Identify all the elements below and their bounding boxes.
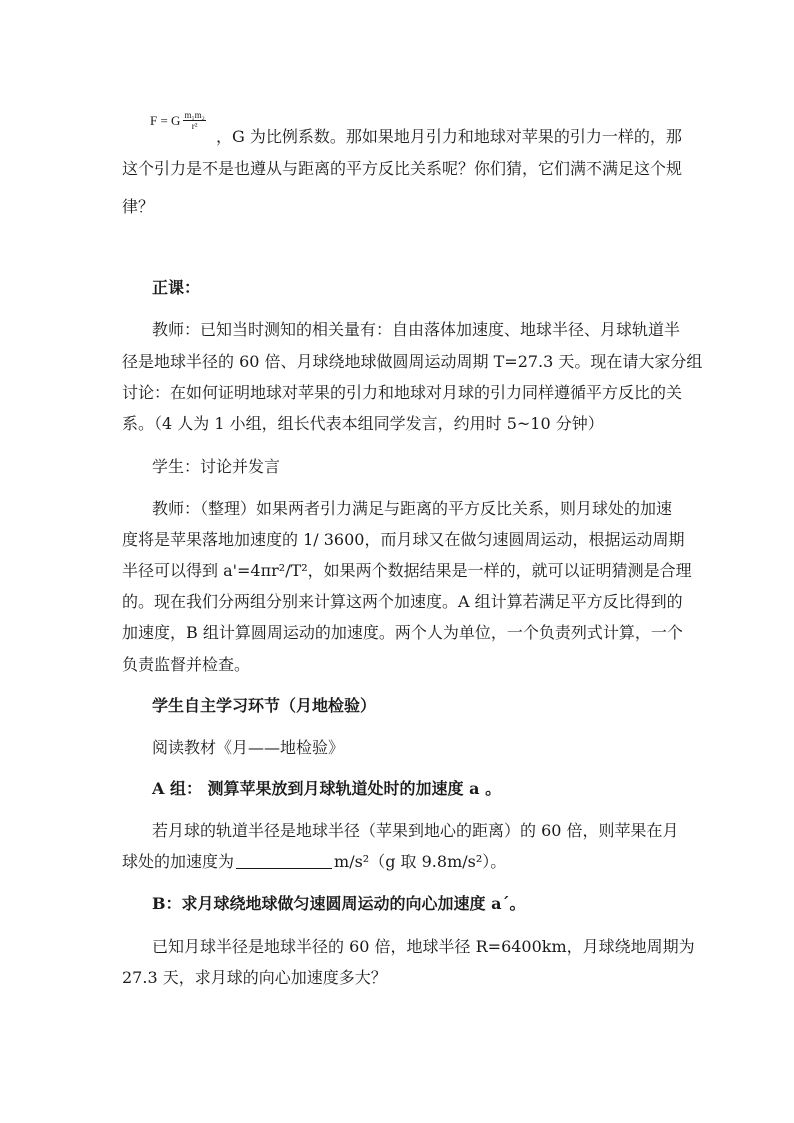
teacher2-line-5: 加速度，B 组计算圆周运动的加速度。两个人为单位，一个负责列式计算，一个 xyxy=(122,623,683,642)
group-b-line-2: 27.3 天，求月球的向心加速度多大？ xyxy=(122,968,387,987)
teacher2-line-4: 的。现在我们分两组分别来计算这两个加速度。A 组计算若满足平方反比得到的 xyxy=(122,592,683,611)
teacher1-line-2: 径是地球半径的 60 倍、月球绕地球做圆周运动周期 T=27.3 天。现在请大家分组 xyxy=(122,352,703,371)
formula-denominator: r² xyxy=(191,121,198,131)
gravitation-formula xyxy=(150,110,206,131)
formula-lhs: F = G xyxy=(150,112,181,128)
reading-instruction: 阅读教材《月——地检验》 xyxy=(152,738,345,757)
teacher2-line-6: 负责监督并检查。 xyxy=(122,655,251,674)
formula-fraction xyxy=(183,110,205,131)
group-a-line-2-post: m/s²（g 取 9.8m/s²）。 xyxy=(334,852,507,871)
teacher2-line-1: 教师：（整理）如果两者引力满足与距离的平方反比关系，则月球处的加速 xyxy=(152,499,673,518)
self-study-title: 学生自主学习环节（月地检验） xyxy=(152,696,377,715)
teacher2-line-3: 半径可以得到 a'=4πr²/T²，如果两个数据结果是一样的，就可以证明猜测是合理 xyxy=(122,561,692,580)
teacher1-line-4: 系。（4 人为 1 小组，组长代表本组同学发言，约用时 5~10 分钟） xyxy=(122,414,604,433)
group-b-title: B：求月球绕地球做匀速圆周运动的向心加速度 a´。 xyxy=(152,894,526,913)
group-a-line-2-pre: 球处的加速度为 xyxy=(122,852,235,871)
intro-line-2: 这个引力是不是也遵从与距离的平方反比关系呢？你们猜，它们满不满足这个规 xyxy=(122,159,683,178)
group-a-line-2 xyxy=(122,852,506,872)
intro-line-3: 律？ xyxy=(122,197,155,216)
teacher1-line-1: 教师：已知当时测知的相关量有：自由落体加速度、地球半径、月球轨道半 xyxy=(152,320,681,339)
intro-line-1: ，G 为比例系数。那如果地月引力和地球对苹果的引力一样的，那 xyxy=(216,127,682,146)
group-b-line-1: 已知月球半径是地球半径的 60 倍，地球半径 R=6400km，月球绕地周期为 xyxy=(152,937,695,956)
teacher1-line-3: 讨论：在如何证明地球对苹果的引力和地球对月球的引力同样遵循平方反比的关 xyxy=(122,383,683,402)
formula-numerator: m₁m₂ xyxy=(184,110,205,120)
teacher2-line-2: 度将是苹果落地加速度的 1/ 3600，而月球又在做匀速圆周运动，根据运动周期 xyxy=(122,530,685,549)
student-response: 学生：讨论并发言 xyxy=(152,457,281,476)
answer-blank[interactable] xyxy=(236,854,332,869)
group-a-line-1: 若月球的轨道半径是地球半径（苹果到地心的距离）的 60 倍，则苹果在月 xyxy=(152,821,679,840)
group-a-title: A 组： 测算苹果放到月球轨道处时的加速度 a 。 xyxy=(152,779,502,798)
section-title: 正课： xyxy=(152,278,201,297)
